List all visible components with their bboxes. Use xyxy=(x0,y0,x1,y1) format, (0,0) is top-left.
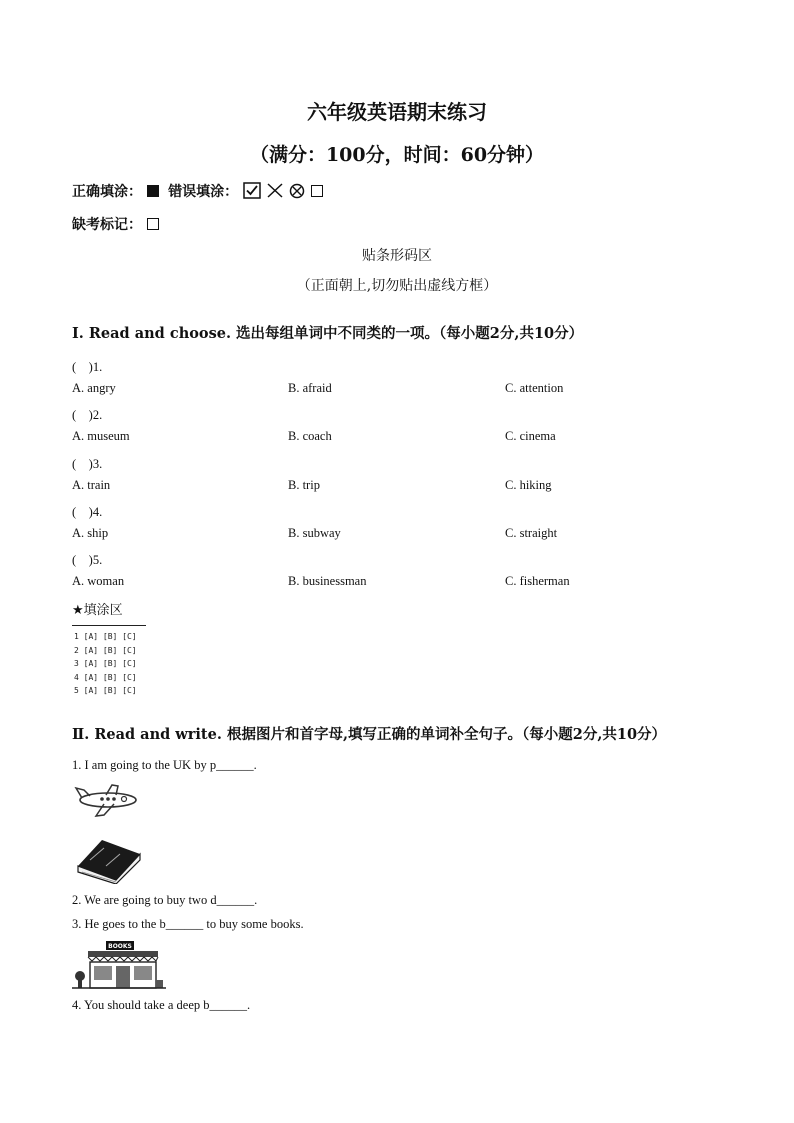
bookstore-image xyxy=(72,940,166,994)
filled-square-icon xyxy=(147,185,159,197)
option-b: B. coach xyxy=(288,429,332,443)
omr-answer-grid xyxy=(74,630,137,698)
option-a: A. museum xyxy=(72,429,130,443)
option-a: A. train xyxy=(72,478,111,492)
option-c: C. straight xyxy=(505,526,558,540)
option-b: B. businessman xyxy=(288,574,367,588)
option-a: A. angry xyxy=(72,381,116,395)
question-number: ( )1. xyxy=(72,360,103,374)
wrong-fill-label: 错误填涂： xyxy=(168,184,239,200)
omr-divider xyxy=(72,625,146,626)
circled-cross-icon xyxy=(289,182,305,203)
absent-mark-row xyxy=(72,214,159,234)
section1-heading: Ⅰ. Read and choose. 选出每组单词中不同类的一项。（每小题2分,共10分） xyxy=(72,325,584,342)
option-b: B. afraid xyxy=(288,381,332,395)
option-b: B. subway xyxy=(288,526,341,540)
question-number: ( )5. xyxy=(72,553,103,567)
omr-row[interactable]: 5 [A] [B] [C] xyxy=(74,686,137,695)
omr-row[interactable]: 4 [A] [B] [C] xyxy=(74,672,137,682)
option-a: A. ship xyxy=(72,526,109,540)
option-c: C. attention xyxy=(505,381,564,395)
write-question-2: 2. We are going to buy two d______. xyxy=(72,893,258,907)
absent-label: 缺考标记： xyxy=(72,217,142,233)
correct-fill-label: 正确填涂： xyxy=(72,184,142,200)
barcode-note: （正面朝上,切勿贴出虚线方框） xyxy=(296,278,498,294)
omr-row[interactable]: 1 [A] [B] [C] xyxy=(74,632,137,641)
omr-row[interactable]: 2 [A] [B] [C] xyxy=(74,645,137,655)
option-c: C. hiking xyxy=(505,478,552,492)
fill-area-label: ★填涂区 xyxy=(72,603,123,618)
page-title: 六年级英语期末练习 xyxy=(307,100,487,124)
write-question-3: 3. He goes to the b______ to buy some books. xyxy=(72,917,304,931)
write-question-4: 4. You should take a deep b______. xyxy=(72,998,251,1012)
write-question-1: 1. I am going to the UK by p______. xyxy=(72,758,257,772)
question-number: ( )4. xyxy=(72,505,103,519)
cross-icon xyxy=(266,182,284,203)
omr-row[interactable]: 3 [A] [B] [C] xyxy=(74,659,137,668)
bookstore-sign: BOOKS xyxy=(108,943,132,950)
option-b: B. trip xyxy=(288,478,320,492)
question-number: ( )3. xyxy=(72,457,103,471)
option-a: A. woman xyxy=(72,574,125,588)
empty-box-icon xyxy=(311,185,323,197)
section2-heading: Ⅱ. Read and write. 根据图片和首字母,填写正确的单词补全句子。（每小题2分,共10分） xyxy=(72,726,667,743)
question-number: ( )2. xyxy=(72,408,103,422)
fill-instructions xyxy=(72,181,323,203)
barcode-title: 贴条形码区 xyxy=(362,248,432,264)
absent-checkbox[interactable] xyxy=(147,218,159,230)
plane-image xyxy=(74,782,140,822)
dictionaries-image xyxy=(74,836,144,888)
page-subtitle: （满分：100分，时间：60分钟） xyxy=(249,144,545,166)
check-box-icon xyxy=(243,182,261,203)
option-c: C. cinema xyxy=(505,429,556,443)
option-c: C. fisherman xyxy=(505,574,570,588)
